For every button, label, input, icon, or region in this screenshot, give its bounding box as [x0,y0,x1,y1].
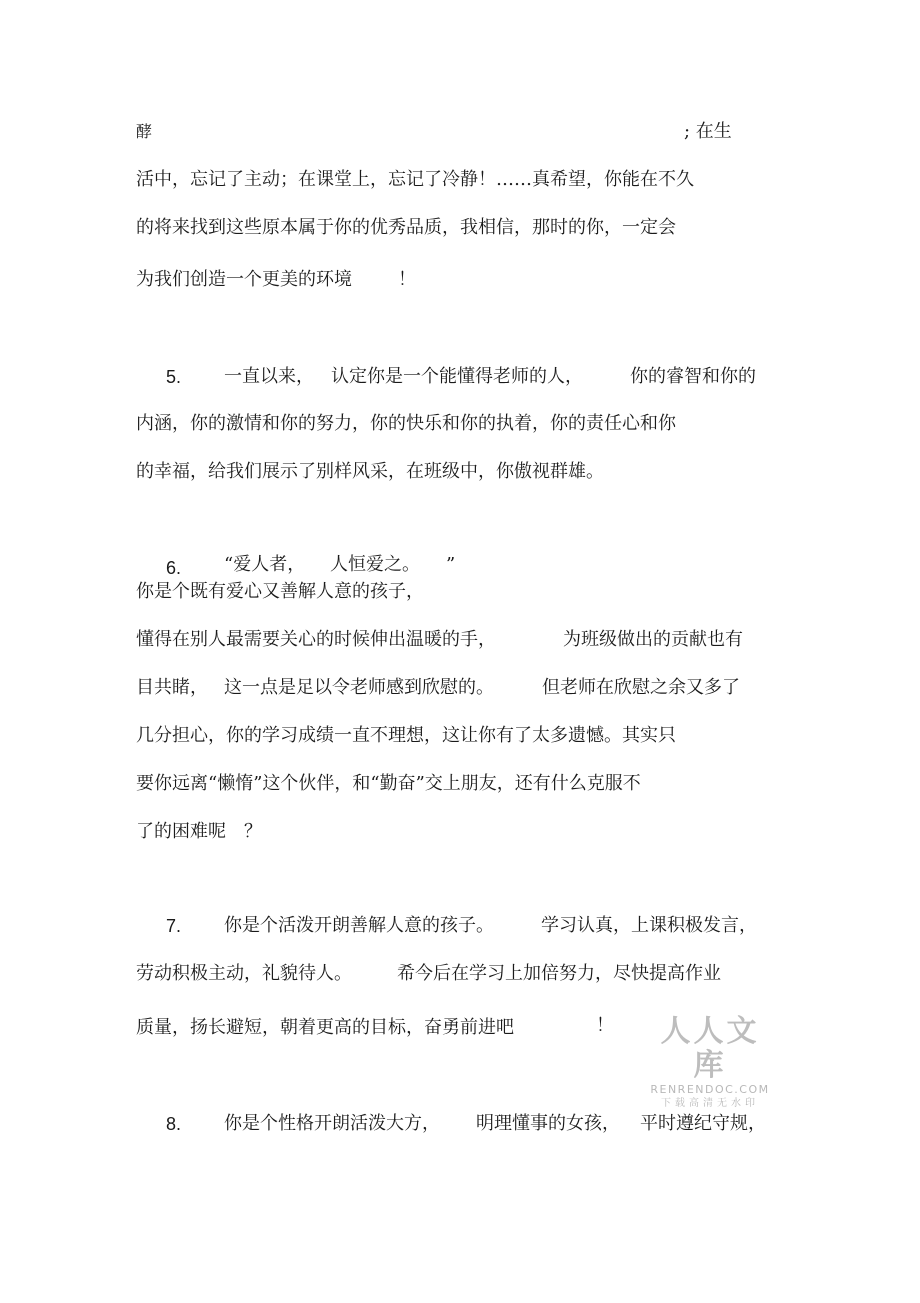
text-segment: 你是个性格开朗活泼大方， [224,1113,440,1134]
item-number: 8. [166,1114,182,1134]
text-segment: 希今后在学习上加倍努力，尽快提高作业 [397,963,721,984]
watermark-domain: RENRENDOC.COM [650,1083,770,1096]
quote-close: ” [446,554,456,575]
watermark-tagline: 下载高清无水印 [661,1098,759,1109]
text-line: 内涵，你的激情和你的努力，你的快乐和你的执着，你的责任心和你 [136,413,676,434]
text-line: 要你远离“懒惰”这个伙伴，和“勤奋”交上朋友，还有什么克服不 [136,773,641,794]
watermark-logo [647,1015,773,1111]
text-line: 活中，忘记了主动；在课堂上，忘记了冷静！……真希望，你能在不久 [136,169,694,190]
quote-open: “爱人者， [224,554,306,575]
text-line: 的将来找到这些原本属于你的优秀品质，我相信，那时的你，一定会 [136,217,676,238]
item-number: 6. [166,558,182,578]
text-fragment: 酵 [136,122,153,141]
text-line: 质量，扬长避短，朝着更高的目标，奋勇前进吧 [136,1017,514,1038]
text-segment: 懂得在别人最需要关心的时候伸出温暖的手， [136,629,496,650]
quote-text: 人恒爱之。 [330,554,420,575]
text-segment: 这一点是足以令老师感到欣慰的。 [224,677,494,698]
text-punct: ！ [596,1015,614,1036]
text-line: 几分担心，你的学习成绩一直不理想，这让你有了太多遗憾。其实只 [136,725,676,746]
text-segment: 认定你是一个能懂得老师的人， [331,366,583,387]
text-punct: ？ [244,821,262,842]
item-number: 7. [166,916,182,936]
text-line: ; 在生 [684,121,732,142]
text-segment: 你的睿智和你的 [630,366,756,387]
text-segment: 目共睹， [136,677,208,698]
text-segment: 明理懂事的女孩， [476,1113,620,1134]
text-segment: 一直以来， [224,366,314,387]
text-line: 了的困难呢 [136,821,226,842]
text-line: 你是个既有爱心又善解人意的孩子， [136,581,424,602]
text-segment: 劳动积极主动，礼貌待人。 [136,963,352,984]
watermark-title: 人人文库 [660,1014,760,1083]
text-segment: 平时遵纪守规， [640,1113,766,1134]
item-number: 5. [166,367,182,387]
text-punct: ！ [398,269,416,290]
text-segment: 你是个活泼开朗善解人意的孩子。 [224,915,494,936]
text-segment: 学习认真，上课积极发言， [541,915,757,936]
text-segment: 为班级做出的贡献也有 [563,629,743,650]
text-segment: 但老师在欣慰之余又多了 [542,677,740,698]
text-line: 为我们创造一个更美的环境 [136,269,352,290]
text-line: 的幸福，给我们展示了别样风采，在班级中，你傲视群雄。 [136,461,604,482]
